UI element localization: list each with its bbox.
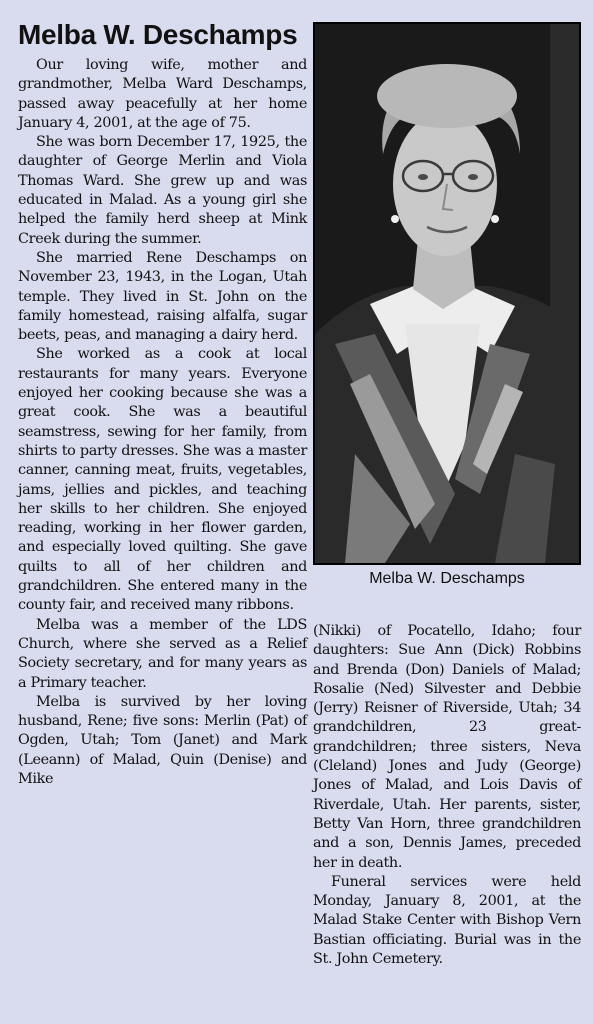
obituary-left-column	[18, 18, 307, 789]
paragraph-survivors-start: Melba is survived by her loving husband, Rene; five sons: Merlin (Pat) of Ogden, Utah; Tom (Janet) and Mark (Leeann) of Malad, Quin (Denise) and Mike	[18, 693, 307, 787]
obituary-headline: Melba W. Deschamps	[18, 19, 298, 50]
obituary-right-column	[313, 622, 581, 969]
paragraph-marriage: She married Rene Deschamps on November 23, 1943, in the Logan, Utah temple. They lived in St. John on the family homestead, raising alfalfa, sugar beets, peas, and managing a dairy herd.	[18, 249, 307, 344]
paragraph-church: Melba was a member of the LDS Church, where she served as a Relief Society secretary, and for many years as a Primary teacher.	[18, 616, 307, 691]
paragraph-survivors-continued: (Nikki) of Pocatello, Idaho; four daughters: Sue Ann (Dick) Robbins and Brenda (Don) Daniels of Malad; Rosalie (Ned) Silvester and Debbie (Jerry) Reisner of Riverside, Utah; 34 grandchildren, 23 great-grandchildren; three sisters, Neva (Cleland) Jones and Judy (George) Jones of Malad, and Lois Davis of Riverdale, Utah. Her parents, sister, Betty Van Horn, three grandchildren and a son, Dennis James, preceded her in death.	[313, 623, 581, 871]
paragraph-work-hobbies: She worked as a cook at local restaurants for many years. Everyone enjoyed her cooking because she was a great cook. She was a beautiful seamstress, sewing for her family, from shirts to party dresses. She was a master canner, canning meat, fruits, vegetables, jams, jellies and pickles, and teaching her skills to her children. She enjoyed reading, working in her flower garden, and especially loved quilting. She gave quilts to all of her children and grandchildren. She entered many in the county fair, and received many ribbons.	[18, 346, 307, 614]
photo-caption: Melba W. Deschamps	[369, 570, 525, 587]
paragraph-intro: Our loving wife, mother and grandmother, Melba Ward Deschamps, passed away peacefully at her home January 4, 2001, at the age of 75.	[18, 57, 307, 131]
portrait-photo	[313, 22, 581, 565]
paragraph-funeral: Funeral services were held Monday, January 8, 2001, at the Malad Stake Center with Bishop Vern Bastian officiating. Burial was in the St. John Cemetery.	[313, 873, 581, 968]
paragraph-birth: She was born December 17, 1925, the daughter of George Merlin and Viola Thomas Ward. She grew up and was educated in Malad. As a young girl she helped the family herd sheep at Mink Creek during the summer.	[18, 134, 307, 247]
portrait-illustration	[315, 24, 579, 563]
